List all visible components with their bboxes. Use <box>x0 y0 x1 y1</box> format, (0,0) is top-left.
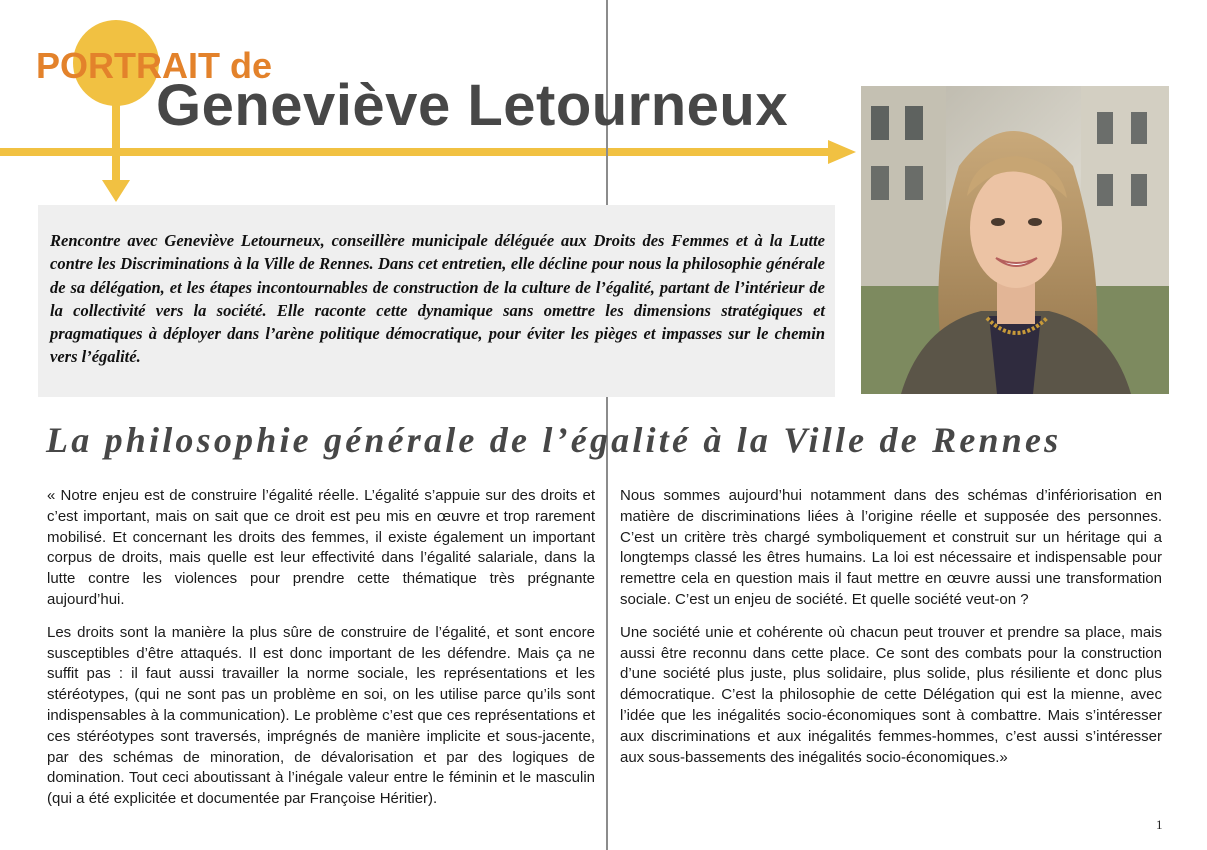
right-column <box>620 486 1162 780</box>
page-title: Geneviève Letourneux <box>156 73 789 138</box>
intro-text: Rencontre avec Geneviève Letourneux, conseillère municipale déléguée aux Droits des Femmes et à la Lutte contre les Discriminations à la Ville de Rennes. Dans cet entretien, elle décline pour nous la philosophie générale de sa délégation, et les étapes incontournables de construction de la culture de l’égalité, partant de l’intérieur de la collectivité vers la société. Elle raconte cette dynamique sans omettre les dimensions stratégiques et pragmatiques à déployer dans l’arène politique démocratique, pour éviter les pièges et impasses sur le chemin vers l’égalité. <box>50 231 825 367</box>
right-arrowhead-icon <box>828 140 856 164</box>
page-number: 1 <box>1156 817 1163 832</box>
horizontal-arrow-line <box>0 148 832 156</box>
vertical-arrow-line <box>112 104 120 184</box>
down-arrowhead-icon <box>102 180 130 202</box>
paragraph: Les droits sont la manière la plus sûre de construire de l’égalité, et sont encore susceptibles d’être attaqués. Il est donc important de les défendre. Mais ça ne suffit pas : il faut aussi travailler la norme sociale, les représentations et les stéréotypes, (qui ne sont pas un problème en soi, on les utilise parce qu’ils sont indispensables à la communication). Le problème c’est que ces représentations et ces stéréotypes sont traversés, imprégnés de manière implicite et sous-jacente, par des schémas de minoration, de dévalorisation et par des logiques de domination. Tout ceci aboutissant à l’inégale valeur entre le féminin et le masculin (qui a été explicitée et documentée par Françoise Héritier). <box>47 623 595 808</box>
portrait-label: PORTRAIT de <box>36 45 273 86</box>
section-heading: La philosophie générale de l’égalité à la Ville de Rennes <box>46 420 1062 460</box>
paragraph: Une société unie et cohérente où chacun peut trouver et prendre sa place, mais aussi être reconnu dans cette place. Ce sont des combats pour la construction d’une société plus juste, plus solidaire, plus solide, plus résiliente et donc plus démocratique. C’est la philosophie de cette Délégation qui est la mienne, avec l’idée que les inégalités socio-économiques sont à combattre. Mais s’intéresser aux discriminations et aux inégalités femmes-hommes, c’est aussi s’intéresser aux sous-bassements des inégalités socio-économiques.» <box>620 623 1162 766</box>
portrait-photo <box>861 86 1169 394</box>
paragraph: « Notre enjeu est de construire l’égalité réelle. L’égalité s’appuie sur des droits et c’est important, mais on sait que ce droit est peu mis en œuvre et trop rarement mobilisé. Et concernant les droits des femmes, il existe également un important corpus de droits, mais quelle est leur effectivité dans l’égalité salariale, dans la lutte contre les violences pour prendre cette thématique très prégnante aujourd’hui. <box>47 487 595 608</box>
intro-box <box>38 205 835 397</box>
left-column <box>47 486 595 822</box>
paragraph: Nous sommes aujourd’hui notamment dans des schémas d’infériorisation en matière de discriminations liées à l’origine réelle et supposée des personnes. C’est un critère très chargé symboliquement et construit sur un héritage qui a longtemps classé les êtres humains. La loi est nécessaire et indispensable pour remettre cela en question mais il faut mettre en œuvre aussi une transformation sociale. C’est un enjeu de société. Et quelle société veut-on ? <box>620 487 1162 608</box>
